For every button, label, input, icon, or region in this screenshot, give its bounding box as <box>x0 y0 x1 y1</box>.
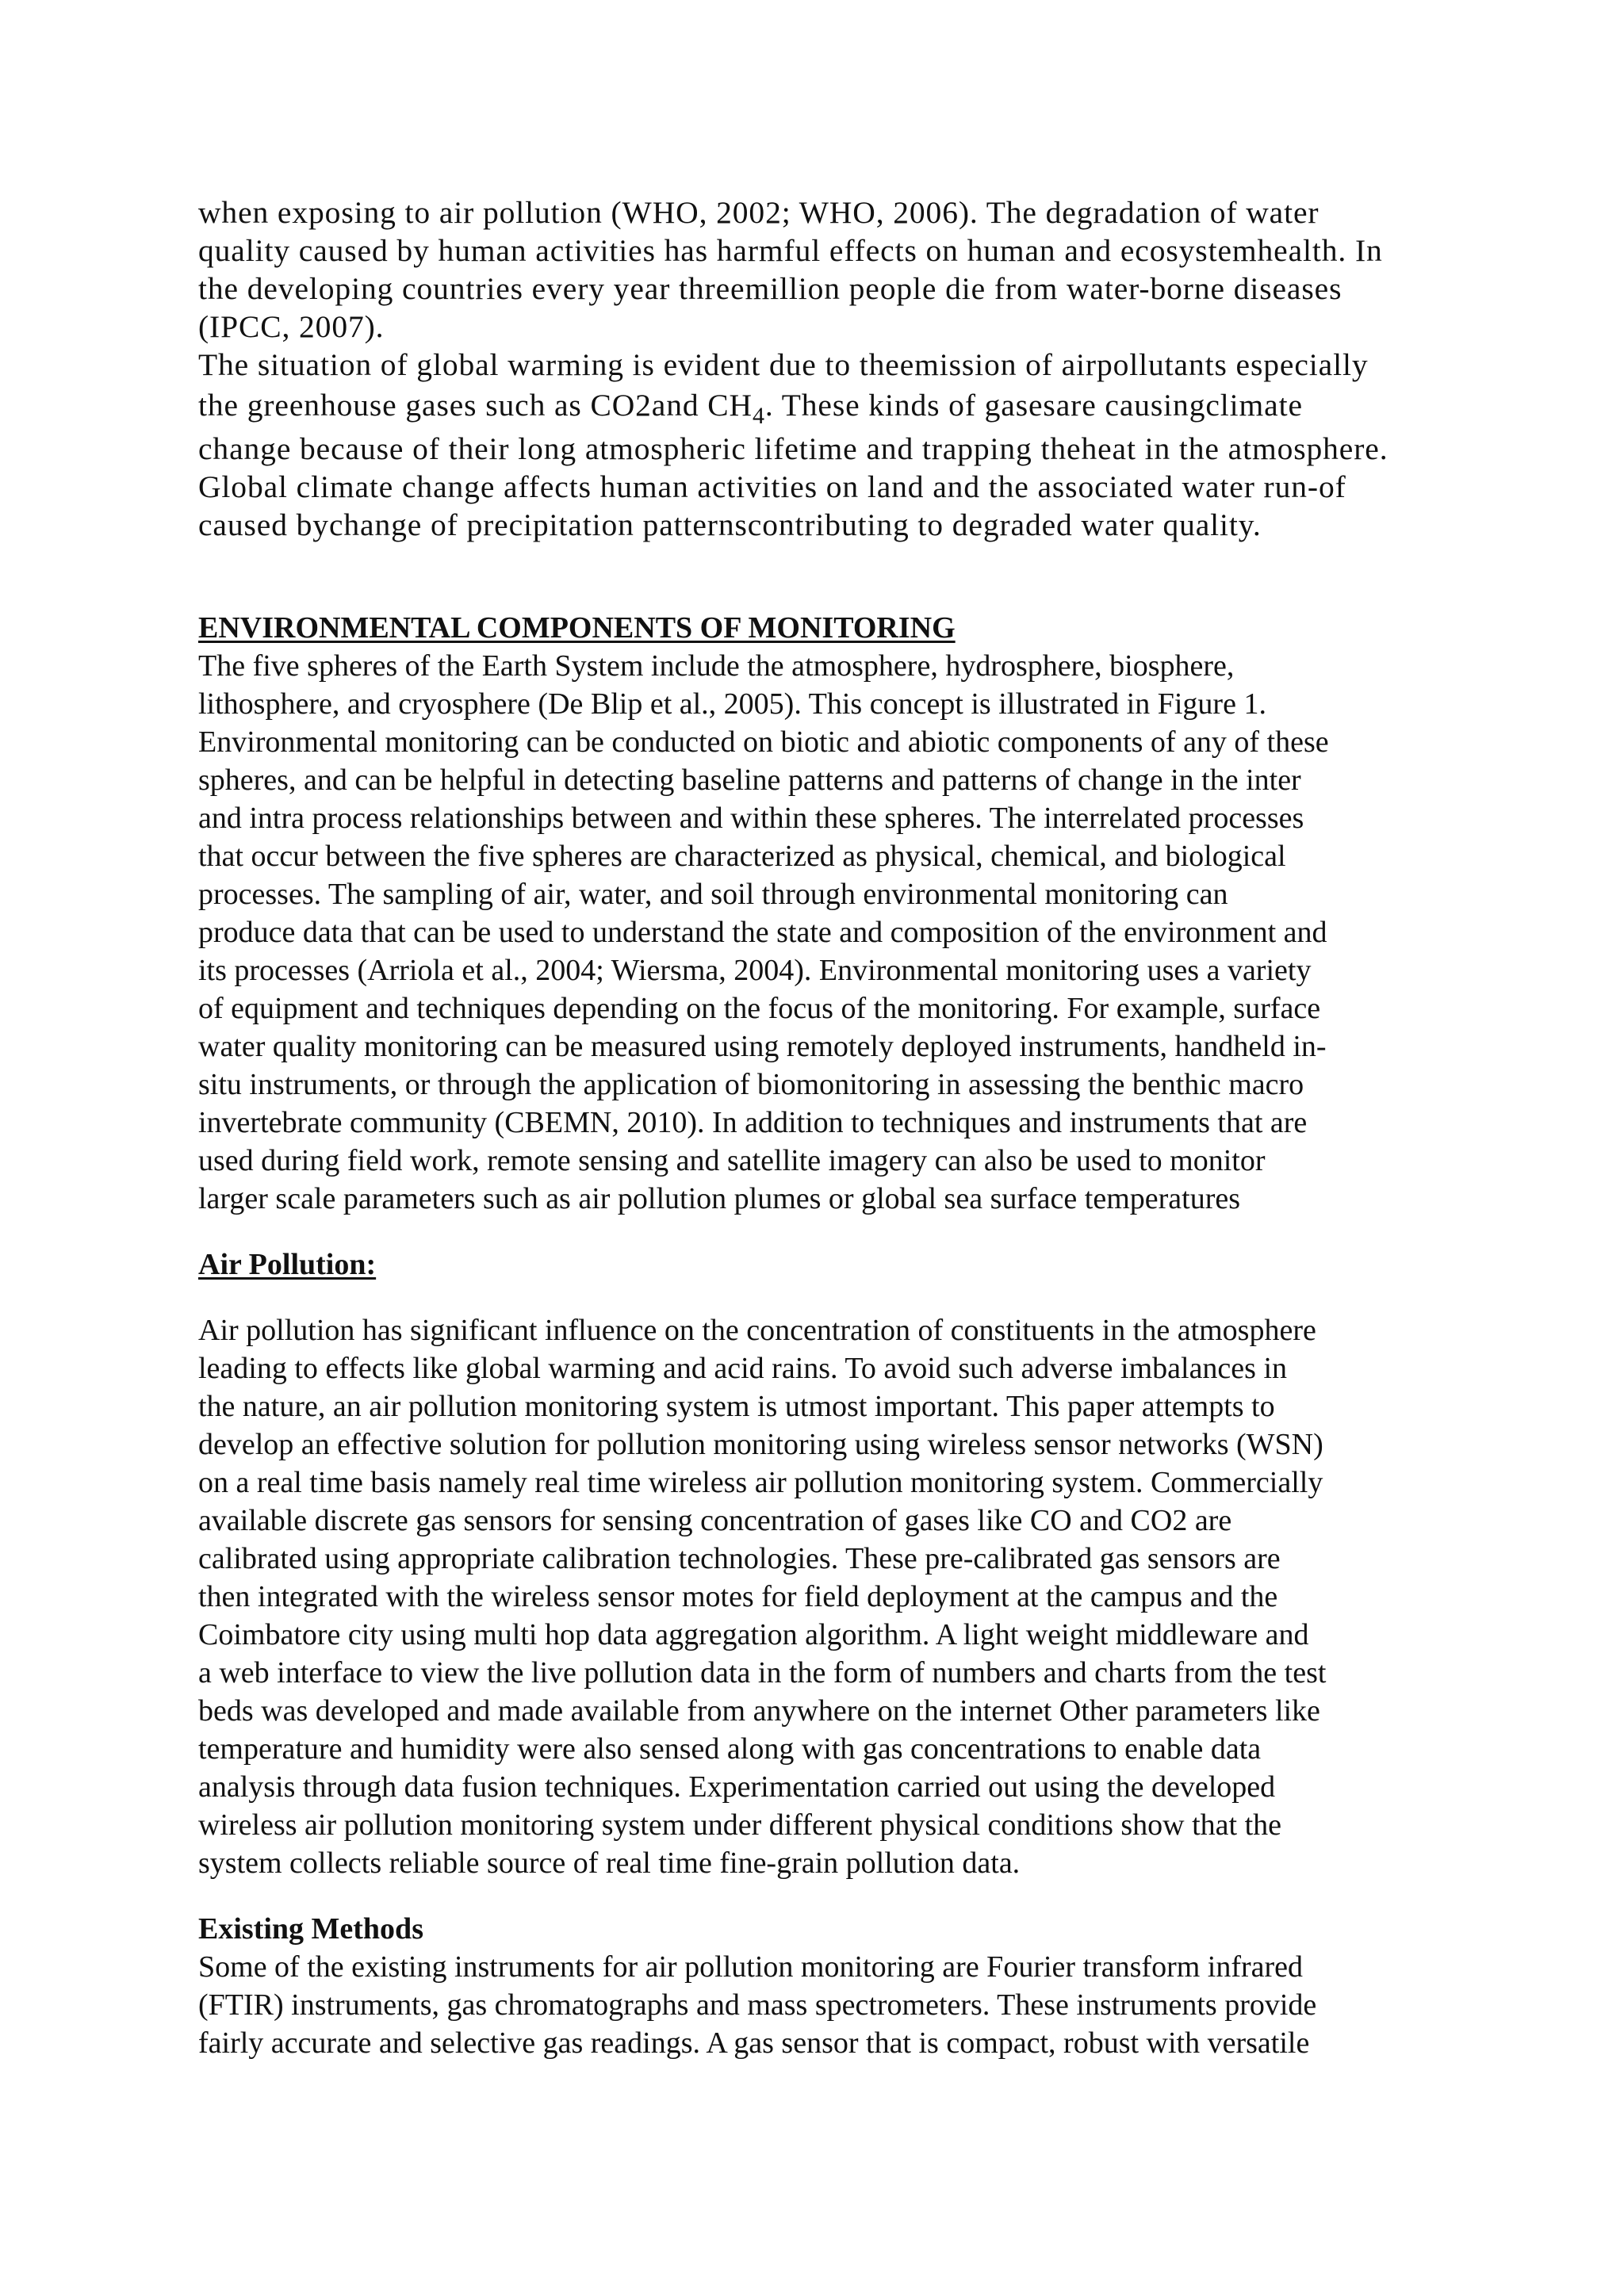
text-line: leading to effects like global warming and acid rains. To avoid such adverse imbalances in <box>198 1352 1288 1385</box>
text-line: Coimbatore city using multi hop data aggregation algorithm. A light weight middleware and <box>198 1618 1309 1651</box>
text-line: lithosphere, and cryosphere (De Blip et al., 2005). This concept is illustrated in Figure 1. <box>198 687 1266 721</box>
text-line: that occur between the five spheres are characterized as physical, chemical, and biological <box>198 840 1286 873</box>
text-line: Some of the existing instruments for air pollution monitoring are Fourier transform infrared <box>198 1950 1304 1984</box>
text-line: of equipment and techniques depending on the focus of the monitoring. For example, surface <box>198 992 1321 1025</box>
text-line: produce data that can be used to understand the state and composition of the environment and <box>198 916 1327 949</box>
text-line: (IPCC, 2007). <box>198 309 385 344</box>
text-line: The situation of global warming is evident due to theemission of airpollutants especially <box>198 347 1369 382</box>
text-line: available discrete gas sensors for sensing concentration of gases like CO and CO2 are <box>198 1504 1232 1537</box>
intro-paragraph <box>198 193 1451 346</box>
text-line: then integrated with the wireless sensor motes for field deployment at the campus and the <box>198 1580 1278 1613</box>
document-page <box>198 193 1451 2062</box>
text-line: temperature and humidity were also sensed along with gas concentrations to enable data <box>198 1732 1262 1766</box>
section-air-pollution <box>198 1246 1451 1882</box>
text-line: beds was developed and made available from anywhere on the internet Other parameters like <box>198 1694 1320 1728</box>
text-line: the developing countries every year threemillion people die from water-borne diseases <box>198 271 1342 306</box>
text-line: invertebrate community (CBEMN, 2010). In addition to techniques and instruments that are <box>198 1106 1308 1139</box>
text-line: and intra process relationships between and within these spheres. The interrelated processes <box>198 802 1304 835</box>
spacer <box>198 1284 1451 1311</box>
spacer <box>198 1218 1451 1246</box>
section-heading: Air Pollution: <box>198 1248 377 1281</box>
text-line: system collects reliable source of real time fine-grain pollution data. <box>198 1846 1021 1880</box>
text-line: (FTIR) instruments, gas chromatographs and mass spectrometers. These instruments provide <box>198 1988 1317 2022</box>
text-line: larger scale parameters such as air pollution plumes or global sea surface temperatures <box>198 1182 1241 1215</box>
text-line: Global climate change affects human activities on land and the associated water run-of <box>198 469 1346 504</box>
text-line: change because of their long atmospheric lifetime and trapping theheat in the atmosphere. <box>198 431 1388 466</box>
text-line: Environmental monitoring can be conducted on biotic and abiotic components of any of these <box>198 725 1329 759</box>
text-line-with-subscript <box>198 384 1451 430</box>
section-heading: ENVIRONMENTAL COMPONENTS OF MONITORING <box>198 611 956 645</box>
text-line: situ instruments, or through the application of biomonitoring in assessing the benthic macro <box>198 1068 1304 1101</box>
global-warming-paragraph <box>198 346 1451 544</box>
text-line: caused bychange of precipitation patternscontributing to degraded water quality. <box>198 507 1262 542</box>
text-line: The five spheres of the Earth System include the atmosphere, hydrosphere, biosphere, <box>198 649 1235 683</box>
text-line: wireless air pollution monitoring system under different physical conditions show that the <box>198 1808 1282 1842</box>
text-line: used during field work, remote sensing and satellite imagery can also be used to monitor <box>198 1144 1266 1177</box>
text-line: quality caused by human activities has harmful effects on human and ecosystemhealth. In <box>198 233 1383 268</box>
text-line: fairly accurate and selective gas readings. A gas sensor that is compact, robust with versatile <box>198 2026 1310 2060</box>
text-line: the nature, an air pollution monitoring system is utmost important. This paper attempts to <box>198 1390 1275 1423</box>
text-line: a web interface to view the live pollution data in the form of numbers and charts from the test <box>198 1656 1327 1689</box>
text-line: its processes (Arriola et al., 2004; Wiersma, 2004). Environmental monitoring uses a variety <box>198 954 1312 987</box>
section-existing-methods <box>198 1910 1451 2062</box>
text-line: analysis through data fusion techniques. Experimentation carried out using the developed <box>198 1770 1276 1804</box>
spacer <box>198 1882 1451 1910</box>
text-line: calibrated using appropriate calibration technologies. These pre-calibrated gas sensors are <box>198 1542 1281 1575</box>
text-line: when exposing to air pollution (WHO, 2002; WHO, 2006). The degradation of water <box>198 195 1320 230</box>
section-environmental-components <box>198 609 1451 1218</box>
spacer <box>198 544 1451 609</box>
text-fragment: the greenhouse gases such as CO2and CH <box>198 388 753 423</box>
text-line: spheres, and can be helpful in detecting baseline patterns and patterns of change in the inter <box>198 763 1301 797</box>
text-line: develop an effective solution for pollution monitoring using wireless sensor networks (WSN) <box>198 1428 1323 1461</box>
text-line: Air pollution has significant influence on the concentration of constituents in the atmosphere <box>198 1314 1316 1347</box>
text-fragment: . These kinds of gasesare causingclimate <box>764 388 1303 423</box>
text-line: processes. The sampling of air, water, and soil through environmental monitoring can <box>198 878 1228 911</box>
section-heading: Existing Methods <box>198 1912 423 1946</box>
text-line: water quality monitoring can be measured using remotely deployed instruments, handheld in- <box>198 1030 1327 1063</box>
subscript: 4 <box>752 403 765 429</box>
text-line: on a real time basis namely real time wireless air pollution monitoring system. Commercially <box>198 1466 1323 1499</box>
